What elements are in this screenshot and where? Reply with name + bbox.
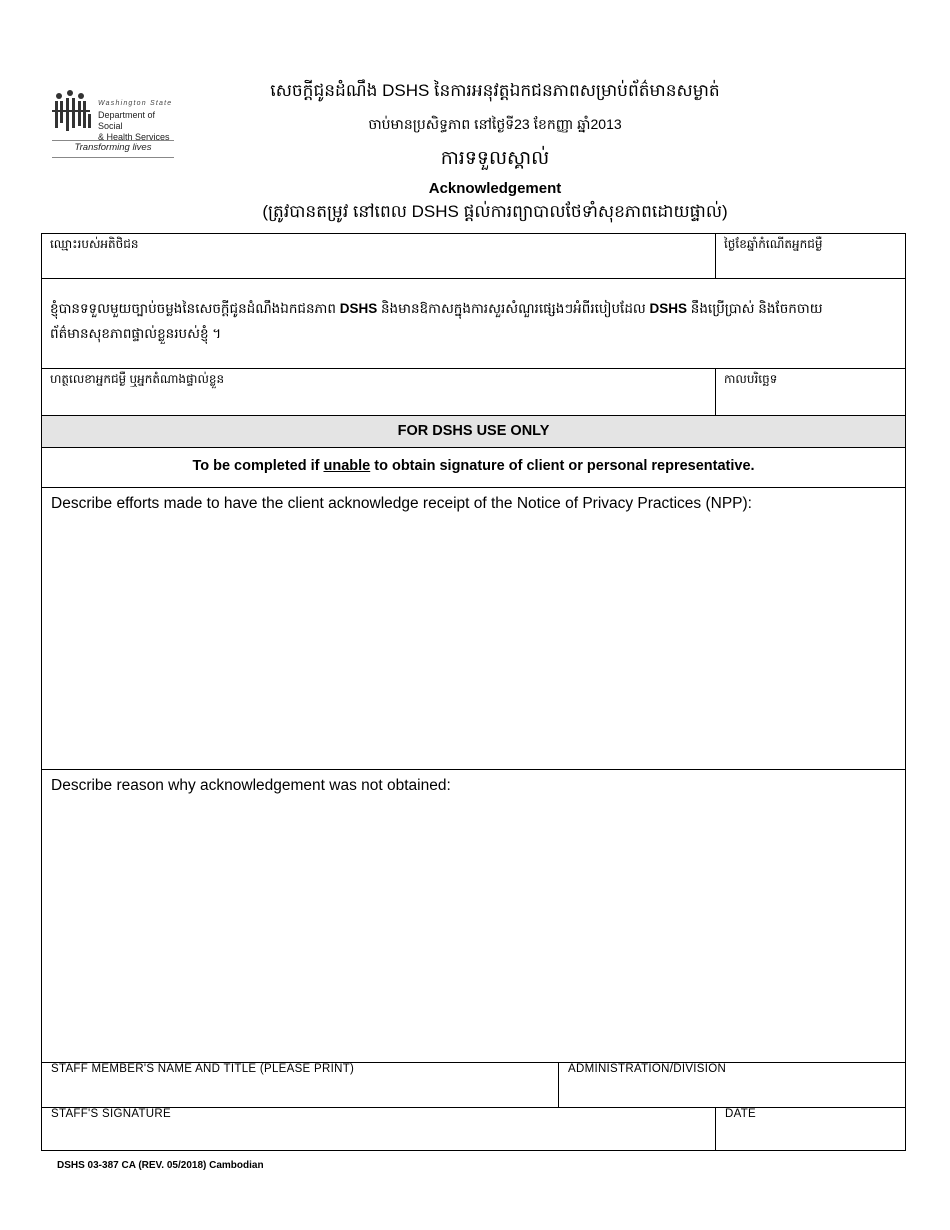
staff-name-field[interactable] [42, 1063, 558, 1107]
logo-department-text [98, 110, 176, 143]
instruction-unable: unable [323, 458, 371, 474]
reason-label: Describe reason why acknowledgement was not obtained: [51, 777, 451, 794]
acknowledgement-statement [50, 296, 825, 346]
reason-field[interactable] [42, 770, 905, 1063]
notice-title-km: សេចក្ដីជូនដំណឹង DSHS នៃការអនុវត្តឯកជនភាពសម្រាប់ព័ត៌មានសម្ងាត់ [270, 81, 720, 100]
instruction-part: to obtain signature of client or personal representative. [370, 458, 755, 474]
patient-signature-label: ហត្ថលេខាអ្នកជម្ងឺ ឬអ្នកតំណាងផ្ទាល់ខ្លួន [50, 372, 225, 386]
statement-part: នឹងប្រើប្រាស់ និងចែកចាយព័ត៌មានសុខភាពផ្ទាល់ខ្លួនរបស់ខ្ញុំ ។ [50, 301, 823, 341]
form-id-footer: DSHS 03-387 CA (REV. 05/2018) Cambodian [57, 1160, 264, 1171]
birth-date-field[interactable] [715, 234, 905, 278]
staff-info-row [42, 1063, 905, 1108]
client-name-label: ឈ្មោះរបស់អតិថិជន [50, 237, 139, 251]
completion-instruction [42, 448, 905, 488]
statement-part: ខ្ញុំបានទទួលមួយច្បាប់ចម្លងនៃសេចក្ដីជូនដំណឹងឯកជនភាព [50, 301, 340, 316]
statement-part: និងមានឱកាសក្នុងការសួរសំណួរផ្សេងៗអំពីរបៀបដែល [377, 301, 650, 316]
logo-rule-bottom [52, 157, 174, 158]
logo-tagline: Transforming lives [74, 142, 152, 153]
logo-dept-line2: & Health Services [98, 132, 170, 142]
requirement-subtitle-km: (ត្រូវបានតម្រូវ នៅពេល DSHS ផ្ដល់ការព្យាបាលថែទាំសុខភាពដោយផ្ទាល់) [262, 202, 728, 221]
instruction-part: To be completed if [192, 458, 324, 474]
effective-date-km: ចាប់មានប្រសិទ្ធភាព នៅថ្ងៃទី23 ខែកញ្ញា ឆ្នាំ2013 [368, 116, 622, 132]
statement-row [42, 279, 905, 369]
logo-dept-line1: Department of Social [98, 110, 156, 131]
patient-signature-field[interactable] [42, 369, 715, 415]
signature-date-label: កាលបរិច្ឆេទ [724, 372, 778, 386]
birth-date-label: ថ្ងៃខែឆ្នាំកំណើតអ្នកជម្ងឺ [724, 237, 823, 251]
administration-label: ADMINISTRATION/DIVISION [568, 1063, 727, 1075]
statement-dshs: DSHS [339, 301, 378, 316]
client-info-row [42, 234, 905, 279]
signature-date-field[interactable] [715, 369, 905, 415]
client-name-field[interactable] [42, 234, 715, 278]
acknowledgement-title-km: ការទទួលស្គាល់ [440, 148, 550, 169]
staff-name-label: STAFF MEMBER'S NAME AND TITLE (PLEASE PRINT) [51, 1063, 355, 1075]
staff-date-field[interactable] [715, 1108, 905, 1150]
statement-dshs: DSHS [649, 301, 688, 316]
staff-signature-row [42, 1108, 905, 1150]
dshs-use-only-banner: FOR DSHS USE ONLY [42, 416, 905, 448]
staff-signature-field[interactable] [42, 1108, 715, 1150]
acknowledgement-title-en: Acknowledgement [428, 180, 562, 197]
dshs-logo [50, 88, 176, 160]
efforts-label: Describe efforts made to have the client acknowledge receipt of the Notice of Privacy Practices (NPP): [51, 495, 752, 512]
staff-signature-label: STAFF'S SIGNATURE [51, 1108, 171, 1120]
administration-field[interactable] [558, 1063, 905, 1107]
staff-date-label: DATE [725, 1108, 757, 1120]
logo-rule-top [52, 140, 174, 141]
logo-state-text: Washington State [98, 100, 173, 107]
efforts-field[interactable] [42, 488, 905, 770]
acknowledgement-form [41, 233, 906, 1151]
signature-row [42, 369, 905, 416]
dshs-people-icon [50, 90, 96, 134]
